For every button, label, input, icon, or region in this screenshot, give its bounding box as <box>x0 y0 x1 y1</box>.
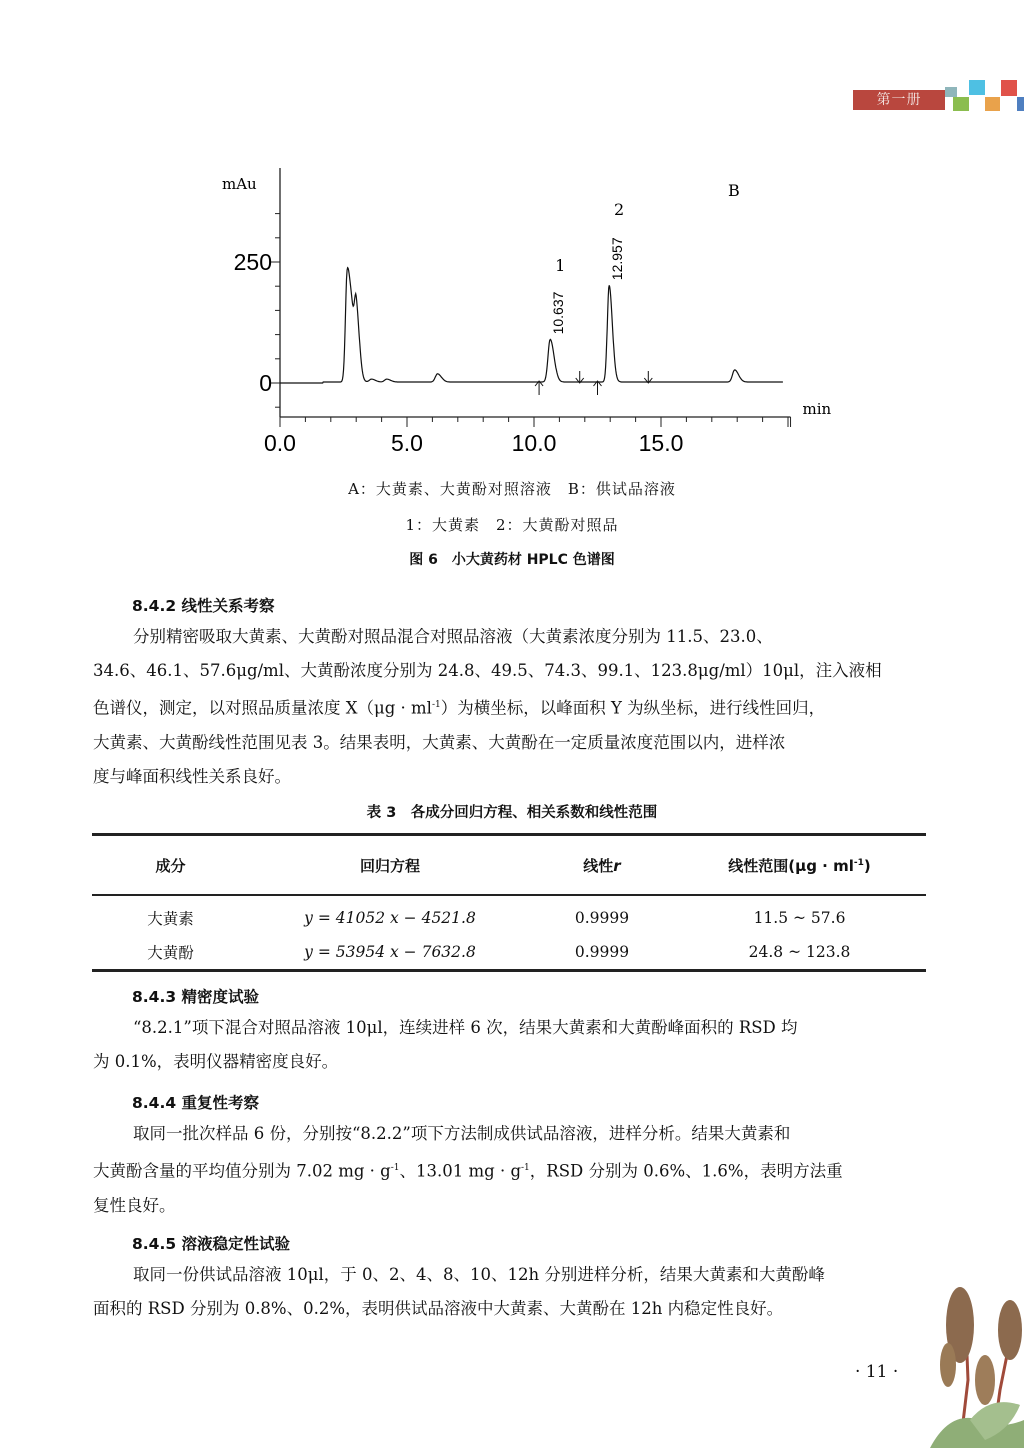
y-tick-label: 0 <box>259 370 272 396</box>
cell-equation: y = 41052 x − 4521.8 <box>304 909 476 927</box>
peak-number: 1 <box>555 256 566 275</box>
text-line: 取同一份供试品溶液 10μl，于 0、2、4、8、10、12h 分别进样分析，结果大黄素和大黄酚峰 <box>133 1265 825 1284</box>
cell-r: 0.9999 <box>574 909 630 927</box>
section-heading-842: 8.4.2 线性关系考察 <box>132 597 275 615</box>
text-line: 面积的 RSD 分别为 0.8%、0.2%，表明供试品溶液中大黄素、大黄酚在 12h 内稳定性良好。 <box>93 1299 784 1318</box>
figure-legend-line1: A：大黄素、大黄酚对照溶液 B：供试品溶液 <box>348 480 676 498</box>
x-tick-label: 0.0 <box>264 430 296 456</box>
text-line: 34.6、46.1、57.6μg/ml、大黄酚浓度分别为 24.8、49.5、74.3、99.1、123.8μg/ml）10μl，注入液相 <box>93 661 882 680</box>
cell-component: 大黄素 <box>147 910 194 928</box>
text-line: 大黄素、大黄酚线性范围见表 3。结果表明，大黄素、大黄酚在一定质量浓度范围以内，进样浓 <box>93 732 786 752</box>
paragraph-844 <box>93 1117 926 1223</box>
text-line: 大黄酚含量的平均值分别为 7.02 mg · $g^{-1}$、13.01 mg · $g^{-1}$，RSD 分别为 0.6%、1.6%，表明方法重 <box>93 1161 843 1181</box>
paragraph-843 <box>93 1011 926 1079</box>
deco-square <box>1001 80 1017 96</box>
deco-square <box>1017 97 1024 111</box>
col-header-component: 成分 <box>92 835 249 896</box>
text-line: 为 0.1%，表明仪器精密度良好。 <box>93 1052 339 1071</box>
peak-retention-time: 12.957 <box>609 237 626 281</box>
col-header-range: 线性范围$(\mu g \cdot ml^{-1})$ <box>673 835 926 896</box>
deco-square <box>945 87 957 97</box>
rhubarb-plant-image <box>930 1270 1024 1448</box>
deco-square <box>969 80 985 95</box>
text-line: 度与峰面积线性关系良好。 <box>93 766 291 786</box>
paragraph-842 <box>93 620 926 794</box>
table-row <box>92 935 926 971</box>
text-line: 取同一批次样品 6 份，分别按“8.2.2”项下方法制成供试品溶液，进样分析。结果大黄素和 <box>133 1124 791 1143</box>
x-tick-label: 15.0 <box>638 430 684 456</box>
y-axis-label: mAu <box>222 175 257 193</box>
table-title: 表 3 各成分回归方程、相关系数和线性范围 <box>366 805 658 821</box>
page-number: · 11 · <box>855 1362 899 1382</box>
y-tick-label: 250 <box>233 249 272 275</box>
cell-range: 11.5 ~ 57.6 <box>753 909 846 927</box>
integration-end-arrow <box>644 371 652 383</box>
table-header-row <box>92 835 926 896</box>
chromatogram-trace <box>280 268 783 383</box>
volume-banner: 第一册 <box>853 90 945 110</box>
regression-table <box>92 833 926 972</box>
cell-r: 0.9999 <box>531 935 673 971</box>
cell-range: 24.8 ~ 123.8 <box>673 935 926 971</box>
hplc-chromatogram <box>200 160 840 460</box>
text-line: 分别精密吸取大黄素、大黄酚对照品混合对照品溶液（大黄素浓度分别为 11.5、23.0、 <box>133 627 773 646</box>
panel-label: B <box>728 181 740 200</box>
section-heading-845: 8.4.5 溶液稳定性试验 <box>132 1235 291 1253</box>
paragraph-845 <box>93 1258 926 1326</box>
figure-title: 图 6 小大黄药材 HPLC 色谱图 <box>409 552 615 568</box>
integration-end-arrow <box>576 371 584 383</box>
deco-square <box>985 97 1000 111</box>
integration-start-arrow <box>594 381 602 395</box>
x-axis-label: min <box>802 400 832 418</box>
integration-start-arrow <box>535 381 543 395</box>
text-line: 复性良好。 <box>93 1195 176 1215</box>
col-header-equation: 回归方程 <box>249 835 531 896</box>
text-line: 色谱仪，测定，以对照品质量浓度 $X(\mu g \cdot ml^{-1})$为横坐标，以峰面积 Y 为纵坐标，进行线性回归， <box>93 698 826 718</box>
section-heading-843: 8.4.3 精密度试验 <box>132 988 260 1006</box>
cell-equation: y = 53954 x − 7632.8 <box>249 935 531 971</box>
chromatogram-svg <box>200 160 840 460</box>
cell-component: 大黄酚 <box>92 935 249 971</box>
col-header-linearity: 线性r <box>531 835 673 896</box>
text-line: “8.2.1”项下混合对照品溶液 10μl，连续进样 6 次，结果大黄素和大黄酚峰面积的 RSD 均 <box>133 1018 798 1037</box>
peak-number: 2 <box>614 200 625 219</box>
x-tick-label: 10.0 <box>511 430 557 456</box>
section-heading-844: 8.4.4 重复性考察 <box>132 1094 260 1112</box>
table-row <box>92 895 926 935</box>
deco-square <box>953 97 969 111</box>
peak-retention-time: 10.637 <box>550 291 567 335</box>
x-tick-label: 5.0 <box>391 430 423 456</box>
figure-legend-line2: 1：大黄素 2：大黄酚对照品 <box>405 516 619 534</box>
